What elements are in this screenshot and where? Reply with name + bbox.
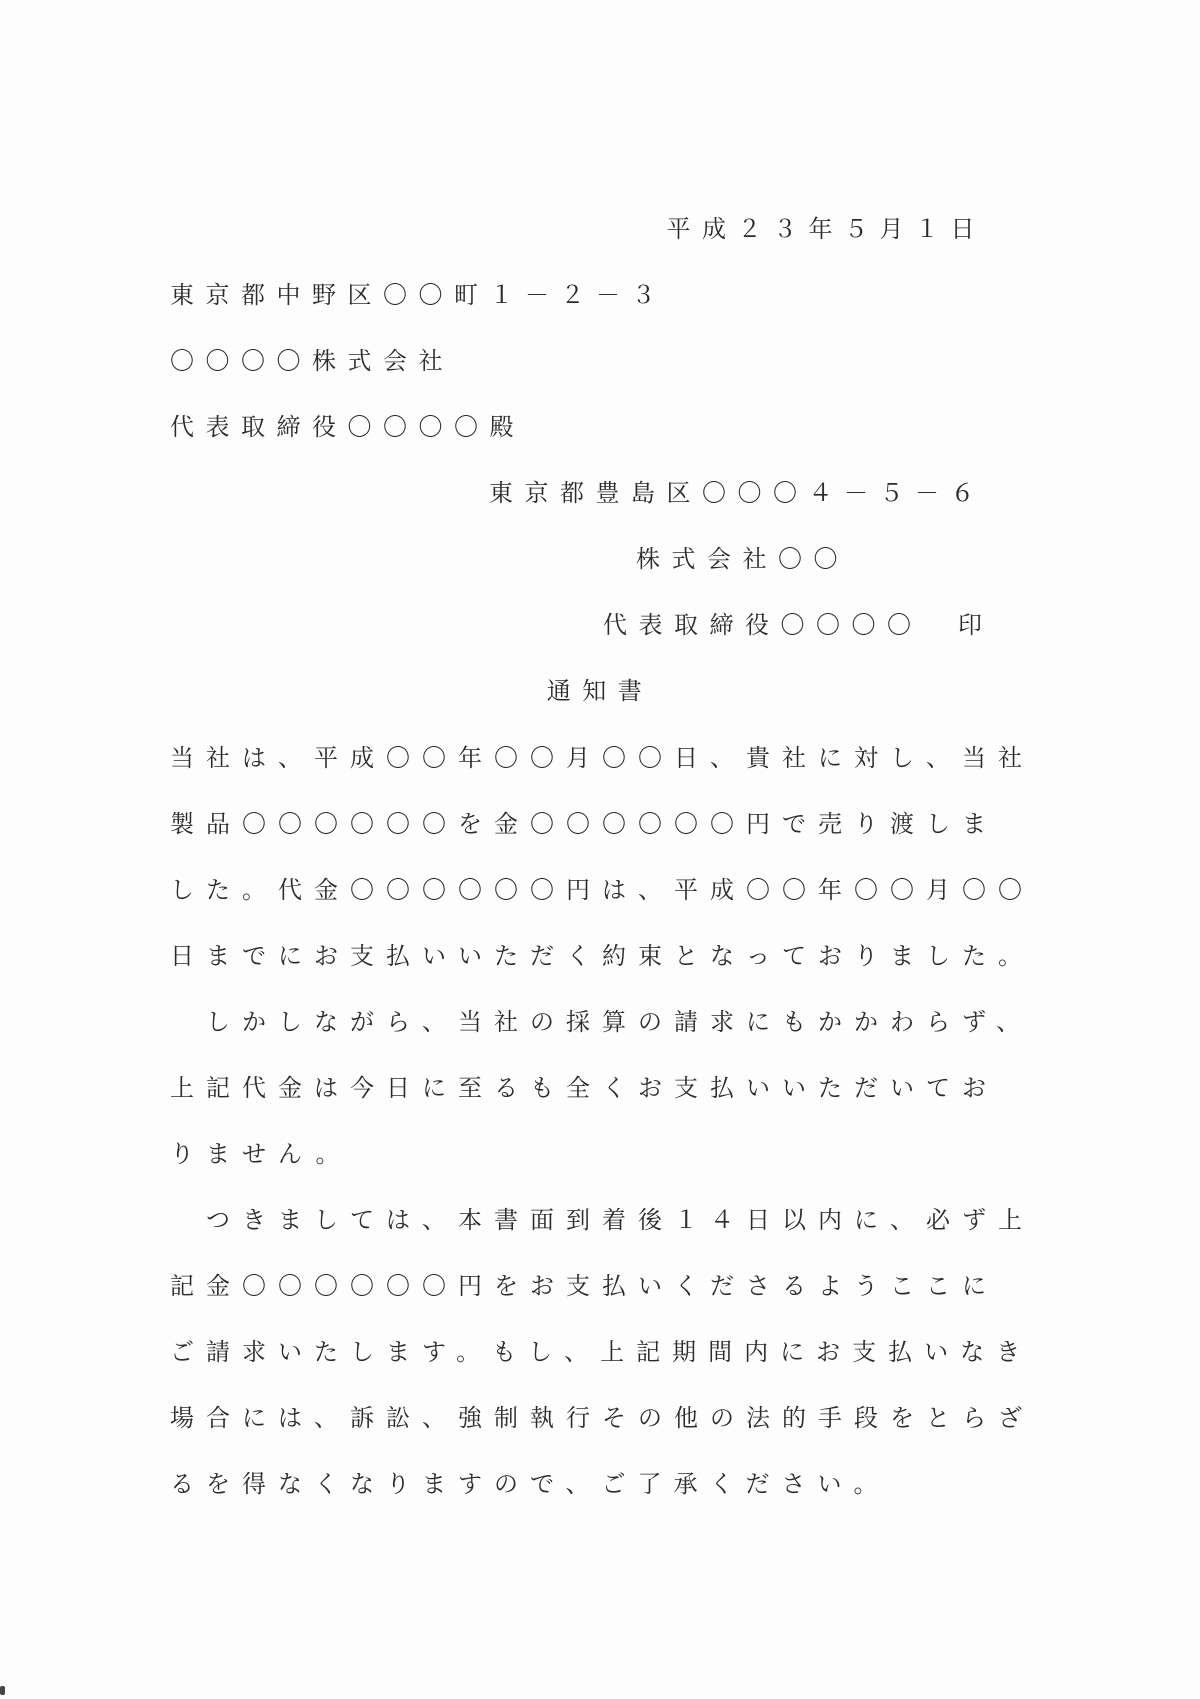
recipient-representative: 代表取締役〇〇〇〇殿 <box>170 413 525 441</box>
body-line: 日までにお支払いいただく約束となっておりました。 <box>170 942 1034 970</box>
sender-address: 東京都豊島区〇〇〇４－５－６ <box>489 479 986 507</box>
body-line: 製品〇〇〇〇〇〇を金〇〇〇〇〇〇円で売り渡しま <box>170 810 998 838</box>
body-line: した。代金〇〇〇〇〇〇円は、平成〇〇年〇〇月〇〇 <box>170 876 1034 904</box>
body-line: 記金〇〇〇〇〇〇円をお支払いくださるようここに <box>170 1272 998 1300</box>
body-line: ご請求いたします。もし、上記期間内にお支払いなき <box>170 1338 1033 1366</box>
scan-corner-mark <box>0 1686 5 1695</box>
body-line: つきましては、本書面到着後１４日以内に、必ず上 <box>170 1206 1034 1234</box>
body-line: 当社は、平成〇〇年〇〇月〇〇日、貴社に対し、当社 <box>170 744 1034 772</box>
sender-company: 株式会社〇〇 <box>636 545 849 573</box>
body-line: 上記代金は今日に至るも全くお支払いいただいてお <box>170 1074 998 1102</box>
body-line: りません。 <box>170 1140 352 1168</box>
sender-representative: 代表取締役〇〇〇〇 <box>603 611 923 639</box>
recipient-company: 〇〇〇〇株式会社 <box>170 347 454 375</box>
body-line: るを得なくなりますので、ご了承ください。 <box>170 1470 890 1498</box>
document-title: 通知書 <box>546 677 654 705</box>
document-date: 平成２３年５月１日 <box>666 215 986 243</box>
body-line: しかしながら、当社の採算の請求にもかかわらず、 <box>170 1008 1033 1036</box>
seal-mark: 印 <box>958 611 994 639</box>
body-line: 場合には、訴訟、強制執行その他の法的手段をとらざ <box>170 1404 1034 1432</box>
recipient-address: 東京都中野区〇〇町１－２－３ <box>170 281 667 309</box>
